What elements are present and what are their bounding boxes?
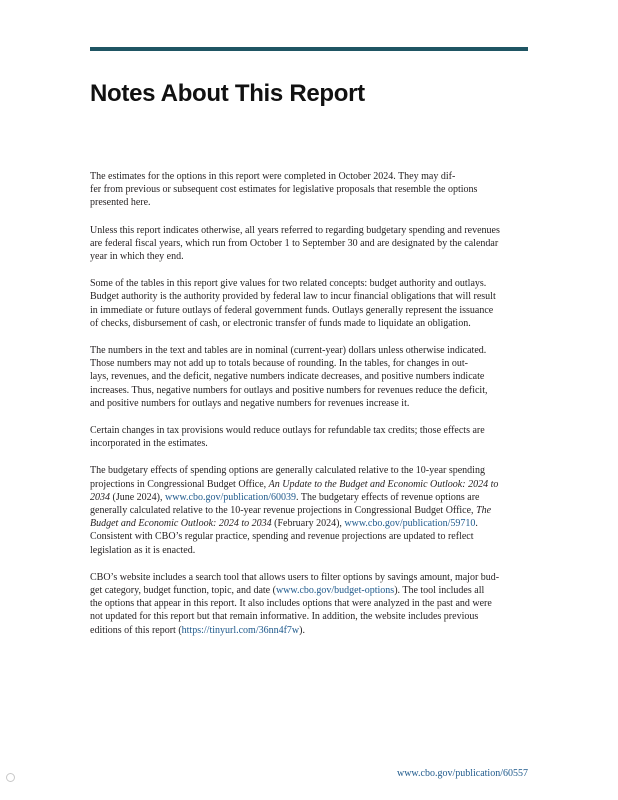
text-line	[90, 597, 530, 610]
text-run: Some of the tables in this report give values for two related concepts: budget authority and outlays.	[90, 278, 487, 290]
text-line	[90, 424, 530, 437]
paragraph	[90, 464, 530, 556]
text-run: the options that appear in this report. It also includes options that were analyzed in the past and were	[90, 598, 492, 610]
text-line	[90, 610, 530, 623]
text-run: presented here.	[90, 197, 151, 209]
text-run: The budgetary effects of spending options are generally calculated relative to the 10-year spending	[90, 465, 485, 477]
text-line	[90, 504, 530, 517]
text-line	[90, 344, 530, 357]
page-corner-mark	[6, 773, 15, 782]
text-line	[90, 478, 530, 491]
body-text	[90, 170, 530, 651]
text-run: not updated for this report but that remain informative. In addition, the website includes previous	[90, 611, 479, 623]
text-run: ). The tool includes all	[394, 585, 485, 597]
text-run: are federal fiscal years, which run from October 1 to September 30 and are designated by the calendar	[90, 237, 499, 249]
text-line	[90, 370, 530, 383]
paragraph	[90, 277, 530, 330]
text-run: . The budgetary effects of revenue options are	[296, 491, 480, 503]
text-line	[90, 317, 530, 330]
text-run: Certain changes in tax provisions would reduce outlays for refundable tax credits; those effects are	[90, 425, 485, 437]
text-run: incorporated in the estimates.	[90, 438, 208, 450]
text-run: of checks, disbursement of cash, or electronic transfer of funds made to liquidate an obligation.	[90, 317, 471, 329]
text-line	[90, 250, 530, 263]
paragraph	[90, 170, 530, 210]
text-run: Consistent with CBO’s regular practice, spending and revenue projections are updated to reflect	[90, 531, 474, 543]
text-line	[90, 237, 530, 250]
text-line	[90, 183, 530, 196]
text-line	[90, 464, 530, 477]
text-run: .	[475, 518, 478, 530]
italic-title: 2034	[90, 491, 110, 503]
top-rule	[90, 47, 528, 51]
text-line	[90, 357, 530, 370]
text-line	[90, 170, 530, 183]
text-run: generally calculated relative to the 10-year revenue projections in Congressional Budget Office,	[90, 505, 477, 517]
page-title: Notes About This Report	[90, 80, 365, 107]
text-run: in immediate or future outlays of federal government funds. Outlays generally represent the issuance	[90, 304, 494, 316]
footer-url-link[interactable]: www.cbo.gov/publication/60557	[396, 768, 528, 779]
text-run: The estimates for the options in this report were completed in October 2024. They may dif-	[90, 171, 456, 182]
paragraph	[90, 224, 530, 264]
text-run: lays, revenues, and the deficit, negative numbers indicate decreases, and positive numbers indicate	[90, 371, 485, 383]
paragraph	[90, 424, 530, 450]
text-line	[90, 397, 530, 410]
text-run: get category, budget function, topic, and date (	[90, 585, 276, 597]
text-line	[90, 584, 530, 597]
text-run: year in which they end.	[90, 251, 184, 263]
inline-link[interactable]: www.cbo.gov/publication/60039	[165, 491, 297, 503]
italic-title: Budget and Economic Outlook: 2024 to 2034	[90, 518, 272, 530]
text-run: increases. Thus, negative numbers for outlays and positive numbers for revenues reduce the deficit,	[90, 384, 488, 396]
text-line	[90, 384, 530, 397]
text-line	[90, 437, 530, 450]
text-line	[90, 277, 530, 290]
text-line	[90, 224, 530, 237]
text-line	[90, 491, 530, 504]
italic-title: An Update to the Budget and Economic Outlook: 2024 to	[268, 478, 499, 490]
text-line	[90, 196, 530, 209]
text-run: The numbers in the text and tables are in nominal (current-year) dollars unless otherwise indicated.	[90, 345, 487, 357]
italic-title: The	[476, 505, 492, 517]
text-run: ).	[299, 624, 305, 636]
text-run: projections in Congressional Budget Office,	[90, 478, 269, 490]
text-run: and positive numbers for outlays and negative numbers for revenues increase it.	[90, 397, 410, 409]
text-run: (June 2024),	[110, 491, 165, 503]
inline-link[interactable]: https://tinyurl.com/36nn4f7w	[181, 624, 300, 636]
inline-link[interactable]: www.cbo.gov/publication/59710	[344, 518, 476, 530]
text-run: Unless this report indicates otherwise, all years referred to regarding budgetary spending and revenues	[90, 224, 500, 236]
paragraph	[90, 344, 530, 410]
text-line	[90, 624, 530, 637]
text-line	[90, 530, 530, 543]
text-run: CBO’s website includes a search tool that allows users to filter options by savings amount, major bud-	[90, 571, 500, 583]
text-line	[90, 290, 530, 303]
text-run: (February 2024),	[271, 518, 345, 530]
text-run: legislation as it is enacted.	[90, 544, 196, 556]
text-run: fer from previous or subsequent cost estimates for legislative proposals that resemble the options	[90, 184, 478, 196]
text-line	[90, 517, 530, 530]
text-line	[90, 304, 530, 317]
text-run: Those numbers may not add up to totals because of rounding. In the tables, for changes in out-	[90, 358, 468, 370]
text-line	[90, 544, 530, 557]
text-line	[90, 571, 530, 584]
inline-link[interactable]: www.cbo.gov/budget-options	[275, 585, 395, 597]
paragraph	[90, 571, 530, 637]
text-run: Budget authority is the authority provided by federal law to incur financial obligations that will result	[90, 291, 496, 303]
text-run: editions of this report (	[90, 624, 182, 636]
